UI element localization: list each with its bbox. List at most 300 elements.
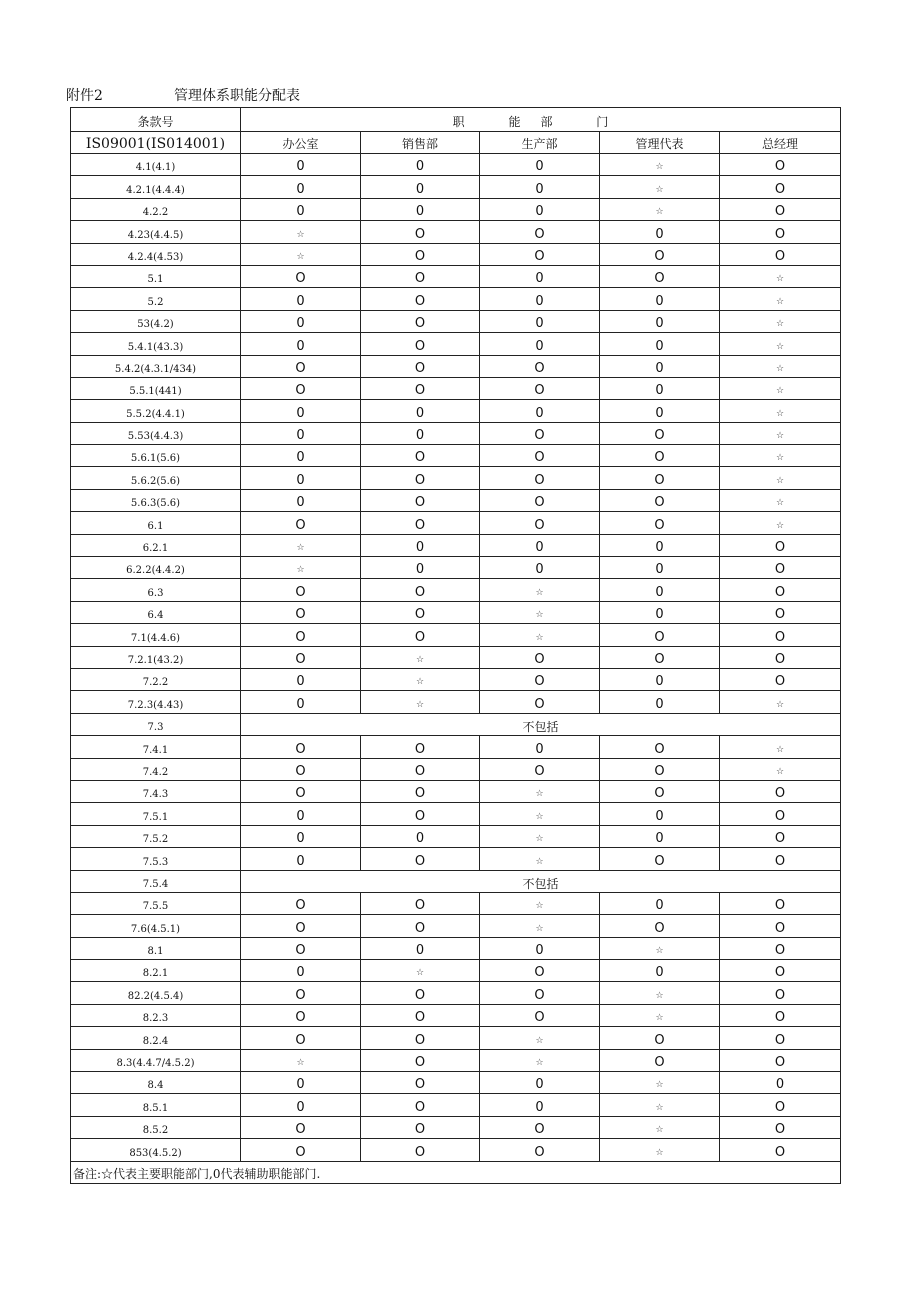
mark-cell: 0 — [600, 310, 720, 332]
mark-cell: 0 — [600, 557, 720, 579]
mark-cell: ☆ — [361, 691, 480, 713]
mark-cell: 0 — [241, 489, 361, 511]
mark-cell: O — [241, 601, 361, 623]
mark-cell: ☆ — [480, 892, 600, 914]
mark-cell: O — [720, 668, 841, 690]
dept-header-sales: 销售部 — [361, 132, 480, 154]
mark-cell: ☆ — [361, 646, 480, 668]
mark-cell: O — [361, 355, 480, 377]
clause-cell: 7.5.2 — [71, 825, 241, 847]
mark-cell: ☆ — [720, 691, 841, 713]
table-row — [71, 400, 841, 422]
mark-cell: ☆ — [600, 1004, 720, 1026]
clause-cell: 7.6(4.5.1) — [71, 915, 241, 937]
clause-cell: 7.4.3 — [71, 780, 241, 802]
clause-cell: 5.5.1(441) — [71, 377, 241, 399]
mark-cell: 0 — [600, 288, 720, 310]
clause-cell: 6.2.2(4.4.2) — [71, 557, 241, 579]
clause-cell: 7.2.1(43.2) — [71, 646, 241, 668]
table-row — [71, 422, 841, 444]
table-row — [71, 265, 841, 287]
table-row — [71, 445, 841, 467]
dept-header-gm: 总经理 — [720, 132, 841, 154]
mark-cell: O — [720, 1004, 841, 1026]
mark-cell: O — [361, 221, 480, 243]
table-row — [71, 803, 841, 825]
standard-header: IS09001(IS014001) — [71, 132, 241, 154]
function-allocation-table — [70, 107, 841, 1184]
mark-cell: O — [720, 198, 841, 220]
mark-cell: ☆ — [480, 915, 600, 937]
mark-cell: ☆ — [600, 198, 720, 220]
mark-cell: O — [241, 646, 361, 668]
mark-cell: O — [720, 1139, 841, 1161]
mark-cell: 0 — [480, 176, 600, 198]
mark-cell: O — [600, 780, 720, 802]
mark-cell: O — [720, 534, 841, 556]
table-row — [71, 892, 841, 914]
mark-cell: O — [241, 892, 361, 914]
mark-cell: O — [241, 1027, 361, 1049]
mark-cell: O — [361, 467, 480, 489]
table-row — [71, 646, 841, 668]
table-row — [71, 624, 841, 646]
mark-cell: 0 — [480, 288, 600, 310]
mark-cell: O — [241, 1004, 361, 1026]
mark-cell: 0 — [600, 579, 720, 601]
clause-cell: 8.3(4.4.7/4.5.2) — [71, 1049, 241, 1071]
mark-cell: O — [361, 579, 480, 601]
mark-cell: 0 — [241, 198, 361, 220]
mark-cell: ☆ — [480, 803, 600, 825]
mark-cell: ☆ — [720, 265, 841, 287]
mark-cell: O — [241, 377, 361, 399]
mark-cell: 0 — [241, 154, 361, 176]
mark-cell: ☆ — [600, 982, 720, 1004]
clause-header: 条款号 — [71, 108, 241, 132]
mark-cell: 0 — [241, 960, 361, 982]
clause-cell: 5.6.2(5.6) — [71, 467, 241, 489]
mark-cell: O — [600, 1027, 720, 1049]
clause-cell: 5.53(4.4.3) — [71, 422, 241, 444]
table-row — [71, 1116, 841, 1138]
mark-cell: 0 — [480, 736, 600, 758]
table-row — [71, 534, 841, 556]
mark-cell: O — [720, 557, 841, 579]
clause-cell: 8.2.4 — [71, 1027, 241, 1049]
mark-cell: O — [361, 601, 480, 623]
mark-cell: 0 — [600, 601, 720, 623]
mark-cell: 0 — [241, 668, 361, 690]
mark-cell: 0 — [241, 333, 361, 355]
mark-cell: O — [600, 265, 720, 287]
clause-cell: 4.2.1(4.4.4) — [71, 176, 241, 198]
header-row-1 — [71, 108, 841, 132]
mark-cell: ☆ — [241, 1049, 361, 1071]
mark-cell: O — [600, 1049, 720, 1071]
mark-cell: 0 — [480, 310, 600, 332]
table-row — [71, 1072, 841, 1094]
mark-cell: O — [241, 758, 361, 780]
table-row — [71, 870, 841, 892]
mark-cell: 0 — [361, 198, 480, 220]
mark-cell: O — [600, 758, 720, 780]
mark-cell: O — [600, 646, 720, 668]
mark-cell: 0 — [600, 803, 720, 825]
clause-cell: 7.5.5 — [71, 892, 241, 914]
document-heading — [66, 86, 300, 106]
mark-cell: O — [720, 892, 841, 914]
mark-cell: O — [480, 982, 600, 1004]
mark-cell: O — [361, 265, 480, 287]
mark-cell: ☆ — [480, 825, 600, 847]
mark-cell: O — [600, 467, 720, 489]
mark-cell: O — [480, 668, 600, 690]
mark-cell: O — [600, 422, 720, 444]
mark-cell: ☆ — [361, 668, 480, 690]
mark-cell: O — [720, 803, 841, 825]
mark-cell: 0 — [480, 333, 600, 355]
mark-cell: ☆ — [720, 422, 841, 444]
mark-cell: O — [361, 780, 480, 802]
table-row — [71, 489, 841, 511]
mark-cell: O — [361, 512, 480, 534]
mark-cell: O — [480, 1139, 600, 1161]
clause-cell: 7.3 — [71, 713, 241, 735]
clause-cell: 6.4 — [71, 601, 241, 623]
mark-cell: 0 — [480, 400, 600, 422]
mark-cell: ☆ — [480, 624, 600, 646]
mark-cell: O — [720, 646, 841, 668]
table-row — [71, 780, 841, 802]
table-row — [71, 960, 841, 982]
mark-cell: O — [480, 355, 600, 377]
clause-cell: 4.23(4.4.5) — [71, 221, 241, 243]
mark-cell: 0 — [241, 445, 361, 467]
mark-cell: O — [480, 1116, 600, 1138]
mark-cell: O — [480, 758, 600, 780]
table-row — [71, 377, 841, 399]
mark-cell: ☆ — [720, 377, 841, 399]
mark-cell: O — [720, 243, 841, 265]
clause-cell: 7.5.1 — [71, 803, 241, 825]
mark-cell: 0 — [241, 803, 361, 825]
mark-cell: O — [480, 646, 600, 668]
mark-cell: O — [361, 1004, 480, 1026]
mark-cell: O — [480, 512, 600, 534]
mark-cell: 0 — [361, 937, 480, 959]
mark-cell: ☆ — [480, 1049, 600, 1071]
mark-cell: O — [241, 265, 361, 287]
mark-cell: O — [480, 377, 600, 399]
mark-cell: ☆ — [600, 1094, 720, 1116]
mark-cell: O — [720, 780, 841, 802]
mark-cell: 0 — [600, 960, 720, 982]
clause-cell: 82.2(4.5.4) — [71, 982, 241, 1004]
mark-cell: 0 — [241, 848, 361, 870]
mark-cell: O — [241, 915, 361, 937]
mark-cell: 0 — [600, 691, 720, 713]
clause-cell: 7.2.2 — [71, 668, 241, 690]
mark-cell: O — [241, 1139, 361, 1161]
mark-cell: O — [361, 1116, 480, 1138]
table-row — [71, 467, 841, 489]
table-row — [71, 937, 841, 959]
clause-cell: 8.5.1 — [71, 1094, 241, 1116]
clause-cell: 6.1 — [71, 512, 241, 534]
mark-cell: O — [361, 243, 480, 265]
mark-cell: O — [361, 288, 480, 310]
mark-cell: O — [361, 758, 480, 780]
mark-cell: 0 — [480, 534, 600, 556]
mark-cell: O — [361, 377, 480, 399]
mark-cell: 0 — [480, 557, 600, 579]
mark-cell: O — [480, 243, 600, 265]
mark-cell: 0 — [361, 825, 480, 847]
table-row — [71, 355, 841, 377]
table-row — [71, 758, 841, 780]
table-row — [71, 221, 841, 243]
mark-cell: 0 — [361, 557, 480, 579]
clause-cell: 8.2.3 — [71, 1004, 241, 1026]
mark-cell: O — [480, 960, 600, 982]
clause-cell: 4.2.4(4.53) — [71, 243, 241, 265]
table-row — [71, 333, 841, 355]
mark-cell: ☆ — [600, 1072, 720, 1094]
mark-cell: 0 — [480, 1072, 600, 1094]
mark-cell: ☆ — [600, 1139, 720, 1161]
mark-cell: ☆ — [480, 1027, 600, 1049]
dept-header-office: 办公室 — [241, 132, 361, 154]
mark-cell: 0 — [241, 310, 361, 332]
mark-cell: O — [361, 1027, 480, 1049]
mark-cell: 0 — [600, 400, 720, 422]
dept-header-mgmt-rep: 管理代表 — [600, 132, 720, 154]
clause-cell: 853(4.5.2) — [71, 1139, 241, 1161]
mark-cell: 0 — [480, 198, 600, 220]
clause-cell: 6.2.1 — [71, 534, 241, 556]
table-row — [71, 1139, 841, 1161]
table-row — [71, 1094, 841, 1116]
mark-cell: O — [241, 780, 361, 802]
table-row — [71, 713, 841, 735]
mark-cell: ☆ — [720, 489, 841, 511]
clause-cell: 8.2.1 — [71, 960, 241, 982]
table-row — [71, 512, 841, 534]
mark-cell: ☆ — [600, 1116, 720, 1138]
table-row — [71, 691, 841, 713]
department-group-header: 职 能部 门 — [241, 108, 841, 132]
clause-cell: 6.3 — [71, 579, 241, 601]
mark-cell: 0 — [241, 691, 361, 713]
mark-cell: 0 — [241, 467, 361, 489]
table-row — [71, 1004, 841, 1026]
mark-cell: O — [361, 736, 480, 758]
clause-cell: 5.4.2(4.3.1/434) — [71, 355, 241, 377]
mark-cell: O — [720, 579, 841, 601]
mark-cell: 0 — [600, 221, 720, 243]
table-row — [71, 310, 841, 332]
mark-cell: O — [361, 915, 480, 937]
table-row — [71, 1027, 841, 1049]
mark-cell: 0 — [241, 288, 361, 310]
clause-cell: 8.5.2 — [71, 1116, 241, 1138]
mark-cell: O — [361, 1094, 480, 1116]
clause-cell: 4.2.2 — [71, 198, 241, 220]
mark-cell: O — [480, 445, 600, 467]
table-row — [71, 736, 841, 758]
clause-cell: 5.1 — [71, 265, 241, 287]
table-row — [71, 288, 841, 310]
mark-cell: O — [600, 848, 720, 870]
mark-cell: O — [720, 848, 841, 870]
table-row — [71, 668, 841, 690]
clause-cell: 8.4 — [71, 1072, 241, 1094]
mark-cell: O — [720, 1116, 841, 1138]
mark-cell: ☆ — [720, 467, 841, 489]
mark-cell: 0 — [600, 825, 720, 847]
mark-cell: O — [720, 937, 841, 959]
mark-cell: O — [361, 848, 480, 870]
table-note: 备注:☆代表主要职能部门,0代表辅助职能部门. — [71, 1161, 841, 1183]
clause-cell: 7.4.1 — [71, 736, 241, 758]
table-row — [71, 154, 841, 176]
dept-header-production: 生产部 — [480, 132, 600, 154]
clause-cell: 8.1 — [71, 937, 241, 959]
clause-cell: 5.6.1(5.6) — [71, 445, 241, 467]
table-row — [71, 915, 841, 937]
mark-cell: O — [720, 221, 841, 243]
mark-cell: O — [241, 579, 361, 601]
clause-cell: 7.4.2 — [71, 758, 241, 780]
mark-cell: O — [361, 982, 480, 1004]
table-row — [71, 176, 841, 198]
mark-cell: 0 — [600, 892, 720, 914]
not-included-cell: 不包括 — [241, 713, 841, 735]
not-included-cell: 不包括 — [241, 870, 841, 892]
header-row-2 — [71, 132, 841, 154]
mark-cell: O — [720, 960, 841, 982]
mark-cell: 0 — [600, 377, 720, 399]
mark-cell: 0 — [361, 534, 480, 556]
mark-cell: O — [241, 1116, 361, 1138]
mark-cell: 0 — [600, 333, 720, 355]
mark-cell: 0 — [480, 1094, 600, 1116]
mark-cell: ☆ — [480, 848, 600, 870]
attachment-label: 附件2 — [66, 88, 103, 104]
mark-cell: ☆ — [720, 333, 841, 355]
table-row — [71, 243, 841, 265]
clause-cell: 5.2 — [71, 288, 241, 310]
mark-cell: O — [600, 489, 720, 511]
mark-cell: O — [480, 489, 600, 511]
mark-cell: O — [241, 937, 361, 959]
mark-cell: O — [600, 736, 720, 758]
mark-cell: O — [361, 489, 480, 511]
table-row — [71, 1049, 841, 1071]
mark-cell: O — [241, 982, 361, 1004]
clause-cell: 5.4.1(43.3) — [71, 333, 241, 355]
clause-cell: 5.6.3(5.6) — [71, 489, 241, 511]
mark-cell: O — [361, 892, 480, 914]
mark-cell: O — [241, 736, 361, 758]
mark-cell: O — [720, 624, 841, 646]
mark-cell: O — [480, 691, 600, 713]
mark-cell: O — [480, 422, 600, 444]
clause-cell: 7.5.4 — [71, 870, 241, 892]
mark-cell: O — [480, 1004, 600, 1026]
table-row — [71, 198, 841, 220]
table-row — [71, 601, 841, 623]
mark-cell: 0 — [241, 176, 361, 198]
mark-cell: O — [720, 982, 841, 1004]
table-row — [71, 825, 841, 847]
mark-cell: ☆ — [720, 736, 841, 758]
document-title: 管理体系职能分配表 — [174, 88, 300, 104]
mark-cell: 0 — [480, 154, 600, 176]
mark-cell: 0 — [600, 534, 720, 556]
mark-cell: O — [600, 915, 720, 937]
mark-cell: 0 — [720, 1072, 841, 1094]
mark-cell: ☆ — [720, 758, 841, 780]
mark-cell: O — [720, 1094, 841, 1116]
mark-cell: 0 — [361, 176, 480, 198]
clause-cell: 7.1(4.4.6) — [71, 624, 241, 646]
mark-cell: 0 — [361, 400, 480, 422]
mark-cell: 0 — [241, 422, 361, 444]
mark-cell: ☆ — [241, 534, 361, 556]
mark-cell: O — [720, 601, 841, 623]
mark-cell: O — [361, 803, 480, 825]
mark-cell: ☆ — [720, 512, 841, 534]
mark-cell: O — [361, 1072, 480, 1094]
table-row — [71, 848, 841, 870]
mark-cell: 0 — [241, 825, 361, 847]
clause-cell: 7.2.3(4.43) — [71, 691, 241, 713]
mark-cell: O — [720, 176, 841, 198]
mark-cell: O — [720, 154, 841, 176]
mark-cell: O — [480, 467, 600, 489]
mark-cell: 0 — [480, 265, 600, 287]
mark-cell: ☆ — [720, 355, 841, 377]
mark-cell: 0 — [241, 400, 361, 422]
mark-cell: 0 — [600, 668, 720, 690]
mark-cell: ☆ — [720, 400, 841, 422]
mark-cell: O — [361, 445, 480, 467]
mark-cell: ☆ — [720, 445, 841, 467]
mark-cell: O — [361, 1049, 480, 1071]
mark-cell: O — [361, 624, 480, 646]
mark-cell: 0 — [600, 355, 720, 377]
mark-cell: O — [720, 825, 841, 847]
mark-cell: O — [241, 355, 361, 377]
mark-cell: O — [480, 221, 600, 243]
mark-cell: O — [600, 624, 720, 646]
mark-cell: 0 — [241, 1072, 361, 1094]
mark-cell: ☆ — [480, 601, 600, 623]
mark-cell: ☆ — [480, 780, 600, 802]
clause-cell: 7.5.3 — [71, 848, 241, 870]
clause-cell: 53(4.2) — [71, 310, 241, 332]
table-row — [71, 982, 841, 1004]
table-row — [71, 579, 841, 601]
mark-cell: O — [720, 1049, 841, 1071]
mark-cell: ☆ — [241, 243, 361, 265]
mark-cell: 0 — [361, 154, 480, 176]
mark-cell: O — [600, 445, 720, 467]
clause-cell: 5.5.2(4.4.1) — [71, 400, 241, 422]
mark-cell: ☆ — [480, 579, 600, 601]
